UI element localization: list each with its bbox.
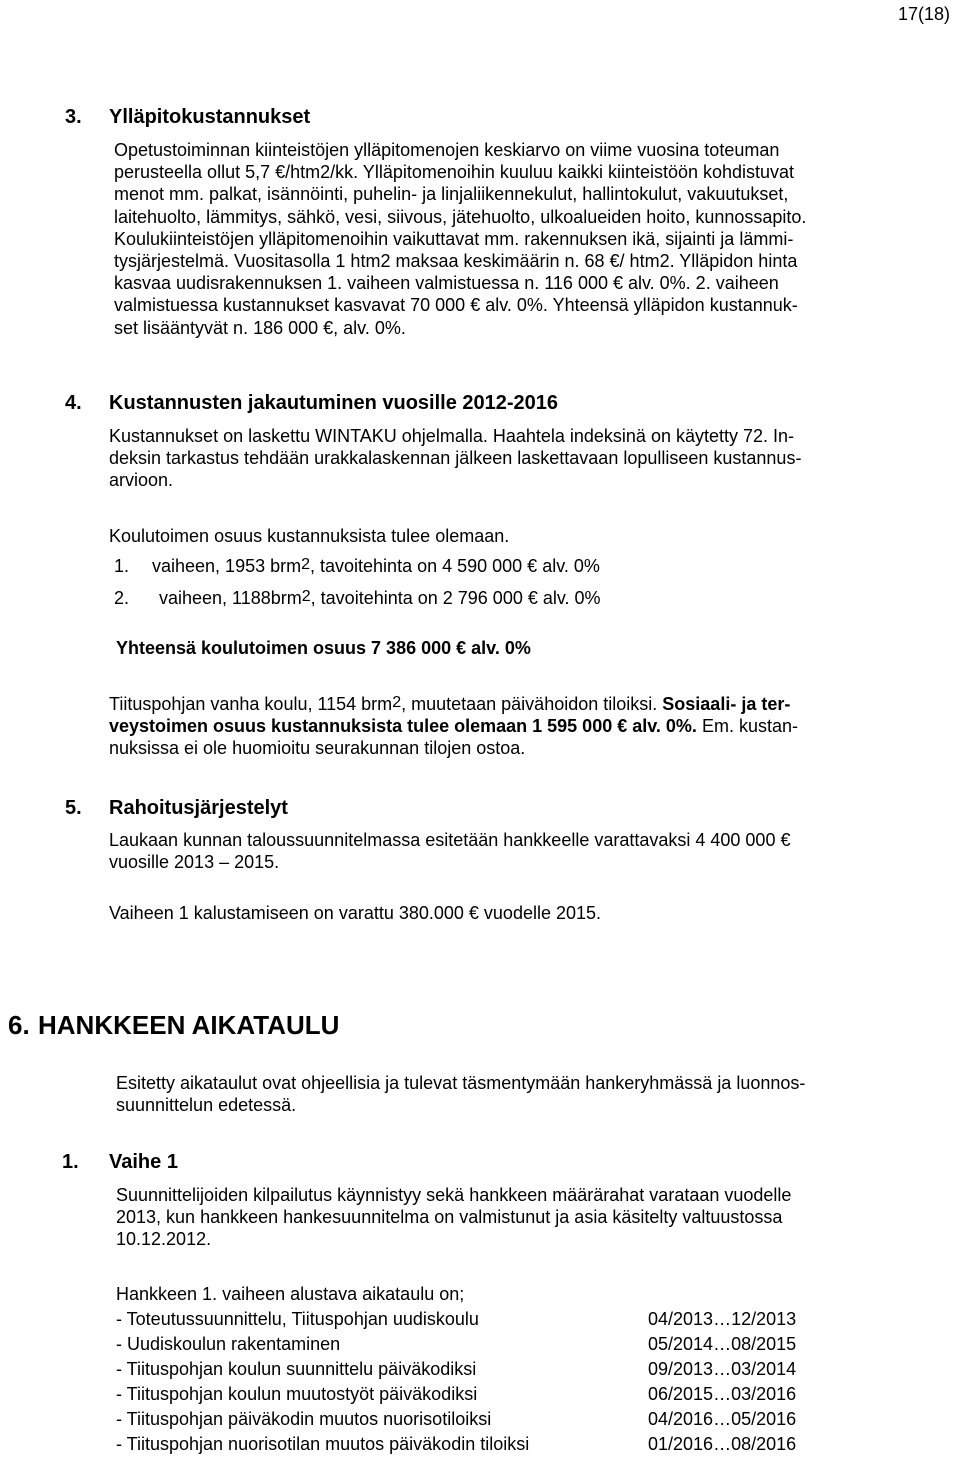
phase-number: 1. [62, 1151, 79, 1173]
schedule-dates: 06/2015…03/2016 [648, 1384, 797, 1404]
list-item-text: vaiheen, 1953 brm$^2$, tavoitehinta on 4 590 000 € alv. 0% [152, 556, 600, 576]
schedule-dates: 05/2014…08/2015 [648, 1334, 797, 1354]
section-6-title: HANKKEEN AIKATAULU [38, 1010, 340, 1040]
furnishing-text: Vaiheen 1 kalustamiseen on varattu 380.000 € vuodelle 2015. [109, 903, 602, 923]
section-6-number: 6. [8, 1010, 30, 1040]
section-6-intro [116, 1072, 956, 1116]
text-line: nuksissa ei ole huomioitu seurakunnan tilojen ostoa. [109, 738, 526, 759]
text-line: Koulukiinteistöjen ylläpitomenoihin vaikuttavat mm. rakennuksen ikä, sijainti ja lämmi- [114, 228, 794, 249]
schedule-task: - Tiituspohjan koulun suunnittelu päiväkodiksi [116, 1359, 477, 1379]
text-line: 2013, kun hankkeen hankesuunnitelma on valmistunut ja asia käsitelty valtuustossa [116, 1207, 783, 1228]
text-line: perusteella ollut 5,7 €/htm2/kk. Ylläpitomenoihin kuuluu kaikki kiinteistöön kohdistuvat [114, 162, 795, 183]
text-line: Laukaan kunnan taloussuunnitelmassa esitetään hankkeelle varattavaksi 4 400 000 € [109, 830, 791, 850]
section-3-number: 3. [65, 106, 82, 128]
old-school-paragraph [109, 693, 954, 760]
text-line: Kustannukset on laskettu WINTAKU ohjelmalla. Haahtela indeksinä on käytetty 72. In- [109, 426, 795, 446]
phase-text [116, 1184, 956, 1251]
text-line: set lisääntyvät n. 186 000 €, alv. 0%. [114, 317, 406, 338]
table-row [116, 1334, 797, 1355]
schedule-dates: 04/2013…12/2013 [648, 1309, 797, 1329]
text-line: suunnittelun edetessä. [116, 1095, 297, 1116]
total-share: Yhteensä koulutoimen osuus 7 386 000 € alv. 0% [116, 638, 531, 658]
schedule-dates: 04/2016…05/2016 [648, 1409, 797, 1429]
table-row [116, 1384, 797, 1405]
schedule-task: - Uudiskoulun rakentaminen [116, 1334, 341, 1354]
schedule-task: - Tiituspohjan koulun muutostyöt päiväkodiksi [116, 1384, 478, 1404]
phase-title: Vaihe 1 [109, 1151, 178, 1173]
section-3-title: Ylläpitokustannukset [109, 106, 311, 128]
section-5-title: Rahoitusjärjestelyt [109, 797, 288, 819]
table-row [116, 1309, 797, 1330]
share-intro: Koulutoimen osuus kustannuksista tulee olemaan. [109, 526, 510, 546]
table-row [116, 1409, 797, 1430]
text-line: deksin tarkastus tehdään urakkalaskennan jälkeen laskettavaan lopulliseen kustannus- [109, 448, 802, 469]
page-number: 17(18) [897, 4, 950, 24]
schedule-task: - Toteutussuunnittelu, Tiituspohjan uudiskoulu [116, 1309, 479, 1329]
text-line: Esitetty aikataulut ovat ohjeellisia ja tulevat täsmentymään hankeryhmässä ja luonnos- [116, 1073, 806, 1093]
text-line: laitehuolto, lämmitys, sähkö, vesi, siivous, jätehuolto, ulkoalueiden hoito, kunnossapito. [114, 206, 807, 227]
table-row [116, 1359, 797, 1380]
schedule-task: - Tiituspohjan päiväkodin muutos nuorisotiloiksi [116, 1409, 492, 1429]
section-4-title: Kustannusten jakautuminen vuosille 2012-2016 [109, 392, 559, 414]
section-5-body [109, 829, 954, 873]
section-4-number: 4. [65, 392, 82, 414]
text-line: vuosille 2013 – 2015. [109, 852, 280, 873]
list-item-text: vaiheen, 1188brm$^2$, tavoitehinta on 2 796 000 € alv. 0% [159, 588, 601, 608]
schedule-intro: Hankkeen 1. vaiheen alustava aikataulu on; [116, 1284, 465, 1304]
list-item-number: 2. [114, 588, 130, 608]
schedule-table [116, 1309, 896, 1459]
text-line: tysjärjestelmä. Vuositasolla 1 htm2 maksaa keskimäärin n. 68 €/ htm2. Ylläpidon hinta [114, 251, 798, 272]
table-row [116, 1434, 797, 1455]
text-line: Suunnittelijoiden kilpailutus käynnistyy sekä hankkeen määrärahat varataan vuodelle [116, 1185, 792, 1205]
schedule-dates: 01/2016…08/2016 [648, 1434, 797, 1454]
section-3-body [114, 139, 954, 339]
text-line: Tiituspohjan vanha koulu, 1154 brm$^2$, muutetaan päivähoidon tiloiksi. Sosiaali- ja ter- [109, 694, 791, 714]
section-4-intro [109, 425, 954, 492]
text-line: arvioon. [109, 470, 174, 491]
section-5-number: 5. [65, 797, 82, 819]
text-line: valmistuessa kustannukset kasvavat 70 000 € alv. 0%. Yhteensä ylläpidon kustannuk- [114, 295, 798, 316]
text-line: Opetustoiminnan kiinteistöjen ylläpitomenojen keskiarvo on viime vuosina toteuman [114, 140, 780, 160]
schedule-task: - Tiituspohjan nuorisotilan muutos päiväkodin tiloiksi [116, 1434, 530, 1454]
text-line: veystoimen osuus kustannuksista tulee olemaan 1 595 000 € alv. 0%. Em. kustan- [109, 716, 798, 737]
text-line: menot mm. palkat, isännöinti, puhelin- ja linjaliikennekulut, hallintokulut, vakuutukset, [114, 184, 789, 205]
list-item-number: 1. [114, 556, 130, 576]
text-line: kasvaa uudisrakennuksen 1. vaiheen valmistuessa n. 116 000 € alv. 0%. 2. vaiheen [114, 273, 779, 294]
text-line: 10.12.2012. [116, 1229, 212, 1250]
schedule-dates: 09/2013…03/2014 [648, 1359, 797, 1379]
